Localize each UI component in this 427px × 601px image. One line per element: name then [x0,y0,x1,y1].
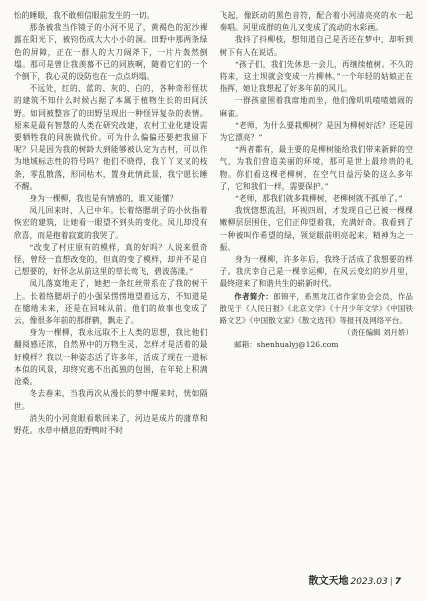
paragraph: “改变了村庄原有的模样，真的好吗？人说来很奇怪，曾经一直想改变的，但真的变了模样，却并不是自己想要的，好怀念从前这里的草长莺飞，碧波荡漾。” [14,242,208,277]
paragraph: 冬去春来，当我再次从漫长的梦中醒来时，恍如隔世。 [14,389,208,411]
page-footer [308,572,401,587]
paragraph: 不远处，红的、蓝的、灰的、白的，各种奇形怪状的建筑不知什么时候占据了本属于植物生长的田间沃野。如同被整容了的田野呈现出一种怪异复杂的表情。原来是最有智慧的人类在研究改建，农村工业化建设需要牺牲我的同族做代价。可为什么偏偏还要把我留下呢？只是因为我的树龄大到能够被认定为古村，可以作为地域标志性的符号吗？他们不晓得，我丫丫叉叉的枝条，零乱散落，形同枯木，置身此情此景，我宁愿长睡不醒。 [14,84,208,191]
author-bio-text: 郎锦平，系黑龙江省作家协会会员，作品散见于《人民日报》《北京文学》《十月少年文学》《中国铁路文艺》《中国散文家》《散文选刊》等报刊及网络平台。 [219,291,413,326]
paragraph: 忪的睡眼，我不敢相信眼前发生的一切。 [14,11,155,20]
author-email: 邮箱：shenhualyj@126.com [234,340,339,350]
author-bio-label: 作者简介： [234,291,274,301]
paragraph: 身为一棵柳，我也是有情感的，谁又能懂？ [29,194,178,204]
paragraph: 我恍惚想流泪，环视四周，才发现自己已被一棵棵嫩柳层层围住，它们正仰望着我，充满好奇。我看到了一种被叫作希望的绿，领觉眼前明亮起来，精神为之一振。 [219,206,413,252]
editor-note: （责任编辑 刘月娇） [343,328,413,338]
paragraph: “老师，为什么要栽柳树？是因为柳树好活？还是因为它漂亮？” [219,120,413,143]
right-column [220,10,414,558]
paragraph: 凤儿回来时，人已中年。长着络腮胡子的小伙指着恢宏的建筑，让她看一眼望不到头的变化。凤儿却没有欣喜，而是抱着寂寞的我哭了。 [14,206,208,240]
paragraph: 消失的小河竟眼看歌回来了，河边是成片的蒲草和野花。水草中栖息的野鸭时不时 [14,413,208,435]
paragraph: 一群孩童围着我席地而坐，他们像叽叽喳喳嬉闹的麻雀。 [219,96,413,118]
paragraph: 凤儿落寞地走了，她把一条红丝带系在了我的树干上。长着络腮胡子的小强呆愣愣地望着远方，不知道是在缱绻未来，还是在回味从前。他们的故事也变成了云，像很多年前的那群鹤，飘走了。 [14,279,208,326]
paragraph: “两者都有，最主要的是柳树能给我们带来新鲜的空气，为我们营造美丽的环境，那可是世上最珍贵的礼物。你们看这棵老柳树，在空气日益污染的这么多年了，它和我们一样，需要保护。” [219,145,413,191]
paragraph: “老师，那我们就多栽柳树，老柳树就不孤单了。” [234,194,403,204]
right-column-paragraphs [220,10,414,291]
left-column [14,10,208,558]
magazine-title: 散文天地 [308,576,349,587]
paragraph: 我抖了抖柳枝，想知道自己是否还在梦中，却听到树下有人在说话。 [219,35,413,57]
page-number: 7 [394,577,401,587]
paragraph: 身为一棵柳，许多年后，我终于活成了我想要的样子。我庆幸自己是一棵幸运柳，在风云变幻的岁月里，最终迎来了和谐共生的崭新时代。 [219,255,413,289]
issue-number: 2023.03 [350,577,388,587]
author-bio [220,291,414,328]
article-body [14,10,413,558]
footer-separator: | [389,577,393,587]
paragraph: “孩子们，我们先休息一会儿，再继续植树。不久的将来，这土坝就会变成一片柳林。”一个年轻的姑娘正在指挥，她让我想起了好多年前的风儿。 [219,59,413,94]
paragraph: 那条被我当作镜子的小河不见了，黄褐色的泥沙裸露在阳光下，被钧伤成大大小小的洞。田野中那两条绿色的屏障，正在一群人的大刀阔斧下，一片片轰然倒塌。那可是曾让我羡慕不已的同族啊，随着它们的一个个倒下，我心灵的设防也在一点点坍塌。 [14,23,208,82]
paragraph: 身为一棵柳，我永远取不上人类的思想，我比他们翻阅感还浓，自然界中的万物生灵，怎样才是活着的最好模样？我以一种姿态活了许多年，活成了现在一道标本似的风景，却终究逃不出孤独的包围，在年轮上积满沧桑。 [14,328,208,387]
paragraph: 飞起，像跃动的黑色音符，配合着小河清亮亮的水一起奏唱。河里成群的鱼儿又变成了流动的水彩画。 [219,11,413,33]
